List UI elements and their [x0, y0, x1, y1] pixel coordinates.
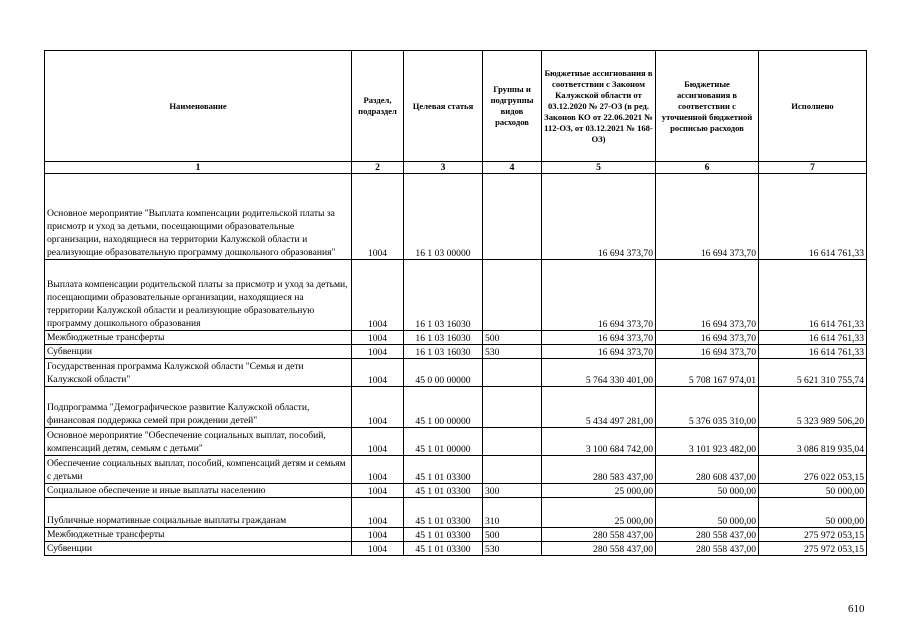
row-roster-amount: 280 608 437,00	[656, 456, 759, 484]
row-target: 16 1 03 00000	[404, 174, 483, 260]
row-target: 45 1 01 03300	[404, 456, 483, 484]
row-roster-amount: 280 558 437,00	[656, 528, 759, 542]
header-law-allocation: Бюджетные ассигнования в соответствии с Законом Калужской области от 03.12.2020 № 27-ОЗ (в ред. Законов КО от 22.06.2021 № 112-ОЗ, от 03.12.2021 № 168-ОЗ)	[542, 51, 656, 162]
table-row	[45, 528, 867, 542]
header-executed: Исполнено	[759, 51, 867, 162]
row-roster-amount: 16 694 373,70	[656, 331, 759, 345]
row-roster-amount: 5 708 167 974,01	[656, 359, 759, 387]
row-target: 16 1 03 16030	[404, 331, 483, 345]
row-section: 1004	[352, 498, 404, 528]
row-group	[483, 174, 542, 260]
table-row	[45, 456, 867, 484]
column-number: 4	[483, 162, 542, 174]
row-roster-amount: 5 376 035 310,00	[656, 387, 759, 428]
row-law-amount: 5 764 330 401,00	[542, 359, 656, 387]
table-row	[45, 428, 867, 456]
header-section: Раздел, подраздел	[352, 51, 404, 162]
row-name: Государственная программа Калужской области "Семья и дети Калужской области"	[45, 359, 352, 387]
row-executed-amount: 16 614 761,33	[759, 174, 867, 260]
row-roster-amount: 3 101 923 482,00	[656, 428, 759, 456]
row-target: 45 1 01 00000	[404, 428, 483, 456]
row-law-amount: 5 434 497 281,00	[542, 387, 656, 428]
page-number: 610	[848, 603, 865, 615]
row-name: Субвенции	[45, 345, 352, 359]
column-number: 1	[45, 162, 352, 174]
row-target: 45 1 01 03300	[404, 528, 483, 542]
row-executed-amount: 16 614 761,33	[759, 260, 867, 331]
column-number: 6	[656, 162, 759, 174]
table-row	[45, 542, 867, 556]
column-number: 2	[352, 162, 404, 174]
row-target: 45 1 01 03300	[404, 542, 483, 556]
row-roster-amount: 280 558 437,00	[656, 542, 759, 556]
table-row	[45, 359, 867, 387]
column-number-row	[45, 162, 867, 174]
row-name: Межбюджетные трансферты	[45, 331, 352, 345]
header-target: Целевая статья	[404, 51, 483, 162]
header-roster-allocation: Бюджетные ассигнования в соответствии с уточненной бюджетной росписью расходов	[656, 51, 759, 162]
row-executed-amount: 5 621 310 755,74	[759, 359, 867, 387]
row-roster-amount: 50 000,00	[656, 484, 759, 498]
row-section: 1004	[352, 542, 404, 556]
row-name: Подпрограмма "Демографическое развитие Калужской области, финансовая поддержка семей при рождении детей"	[45, 387, 352, 428]
row-group	[483, 260, 542, 331]
row-roster-amount: 16 694 373,70	[656, 260, 759, 331]
row-group	[483, 359, 542, 387]
row-group: 500	[483, 331, 542, 345]
row-name: Основное мероприятие "Выплата компенсации родительской платы за присмотр и уход за детьми, посещающими образовательные организации, находящиеся на территории Калужской области и реализующие образовательную программу дошкольного образования"	[45, 174, 352, 260]
column-number: 3	[404, 162, 483, 174]
row-target: 45 1 00 00000	[404, 387, 483, 428]
row-section: 1004	[352, 484, 404, 498]
row-law-amount: 16 694 373,70	[542, 174, 656, 260]
row-target: 45 1 01 03300	[404, 484, 483, 498]
row-section: 1004	[352, 345, 404, 359]
row-group: 530	[483, 345, 542, 359]
row-executed-amount: 275 972 053,15	[759, 528, 867, 542]
budget-table	[44, 50, 867, 556]
table-row	[45, 484, 867, 498]
row-group	[483, 428, 542, 456]
table-row	[45, 174, 867, 260]
row-target: 45 0 00 00000	[404, 359, 483, 387]
row-section: 1004	[352, 528, 404, 542]
row-law-amount: 3 100 684 742,00	[542, 428, 656, 456]
row-group: 530	[483, 542, 542, 556]
column-number: 7	[759, 162, 867, 174]
row-group: 500	[483, 528, 542, 542]
row-executed-amount: 16 614 761,33	[759, 345, 867, 359]
row-law-amount: 16 694 373,70	[542, 260, 656, 331]
row-target: 45 1 01 03300	[404, 498, 483, 528]
row-name: Межбюджетные трансферты	[45, 528, 352, 542]
header-group: Группы и подгруппы видов расходов	[483, 51, 542, 162]
row-section: 1004	[352, 331, 404, 345]
table-row	[45, 387, 867, 428]
row-law-amount: 16 694 373,70	[542, 331, 656, 345]
row-section: 1004	[352, 174, 404, 260]
table-row	[45, 331, 867, 345]
row-law-amount: 16 694 373,70	[542, 345, 656, 359]
row-group	[483, 456, 542, 484]
header-name: Наименование	[45, 51, 352, 162]
row-executed-amount: 275 972 053,15	[759, 542, 867, 556]
row-section: 1004	[352, 428, 404, 456]
row-law-amount: 280 583 437,00	[542, 456, 656, 484]
row-executed-amount: 16 614 761,33	[759, 331, 867, 345]
row-section: 1004	[352, 260, 404, 331]
row-law-amount: 280 558 437,00	[542, 542, 656, 556]
row-name: Публичные нормативные социальные выплаты гражданам	[45, 498, 352, 528]
row-section: 1004	[352, 456, 404, 484]
row-executed-amount: 50 000,00	[759, 484, 867, 498]
column-number: 5	[542, 162, 656, 174]
row-roster-amount: 16 694 373,70	[656, 174, 759, 260]
header-row	[45, 51, 867, 162]
row-section: 1004	[352, 387, 404, 428]
row-group: 310	[483, 498, 542, 528]
row-target: 16 1 03 16030	[404, 260, 483, 331]
row-law-amount: 25 000,00	[542, 498, 656, 528]
row-law-amount: 25 000,00	[542, 484, 656, 498]
row-executed-amount: 50 000,00	[759, 498, 867, 528]
row-law-amount: 280 558 437,00	[542, 528, 656, 542]
table-row	[45, 260, 867, 331]
row-group	[483, 387, 542, 428]
row-name: Субвенции	[45, 542, 352, 556]
row-executed-amount: 3 086 819 935,04	[759, 428, 867, 456]
row-executed-amount: 5 323 989 506,20	[759, 387, 867, 428]
row-executed-amount: 276 022 053,15	[759, 456, 867, 484]
row-roster-amount: 50 000,00	[656, 498, 759, 528]
row-roster-amount: 16 694 373,70	[656, 345, 759, 359]
row-name: Выплата компенсации родительской платы за присмотр и уход за детьми, посещающими образовательные организации, находящиеся на территории Калужской области и реализующие образовательную программу дошкольного образования	[45, 260, 352, 331]
row-section: 1004	[352, 359, 404, 387]
row-name: Обеспечение социальных выплат, пособий, компенсаций детям и семьям с детьми	[45, 456, 352, 484]
row-name: Основное мероприятие "Обеспечение социальных выплат, пособий, компенсаций детям, семьям с детьми"	[45, 428, 352, 456]
row-group: 300	[483, 484, 542, 498]
row-target: 16 1 03 16030	[404, 345, 483, 359]
table-row	[45, 345, 867, 359]
table-row	[45, 498, 867, 528]
row-name: Социальное обеспечение и иные выплаты населению	[45, 484, 352, 498]
